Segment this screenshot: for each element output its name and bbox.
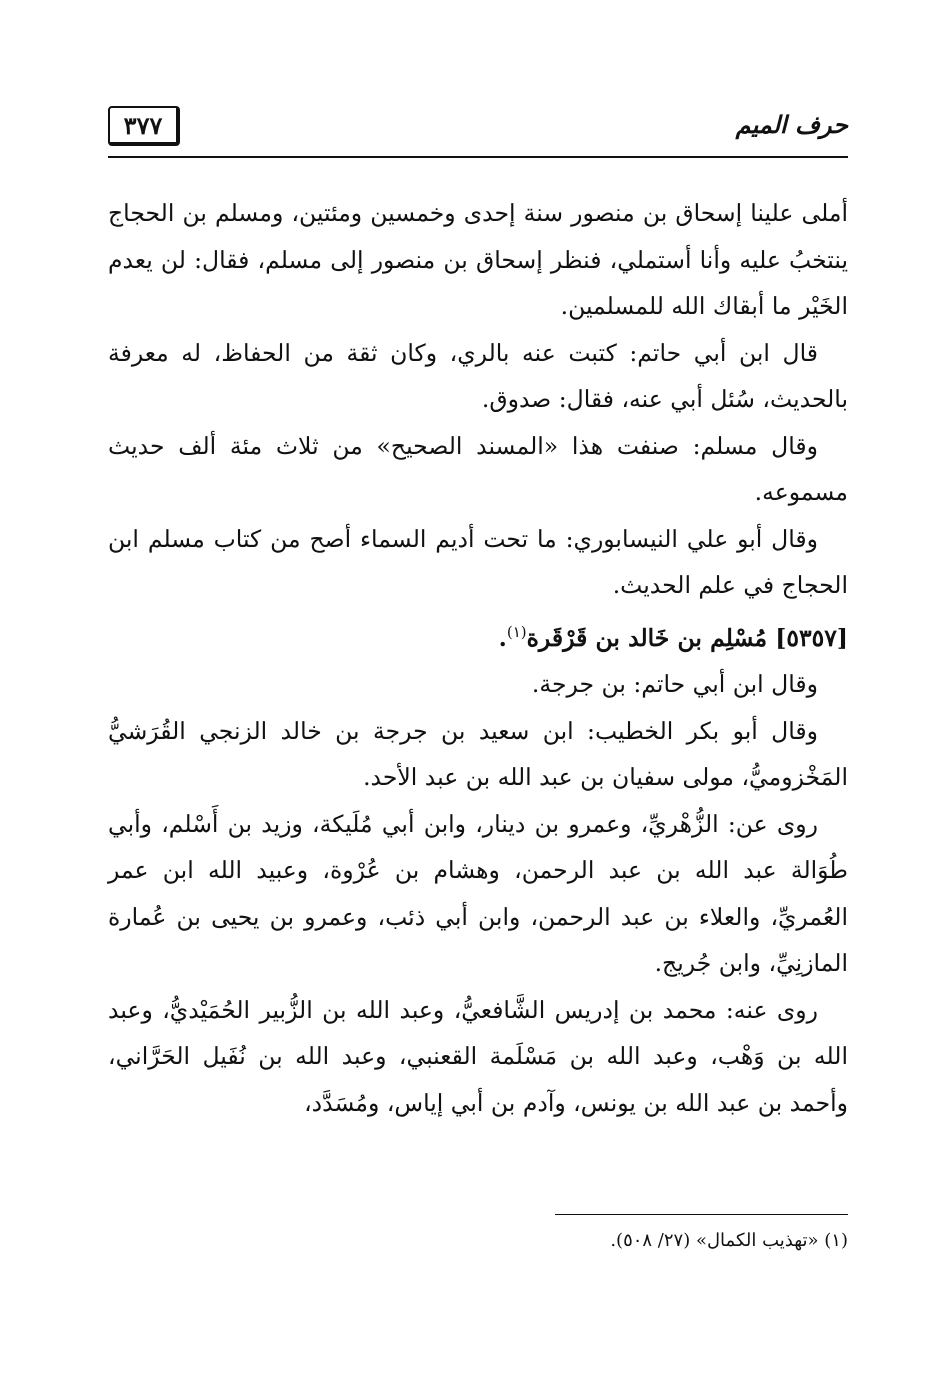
main-text (108, 190, 848, 1126)
entry-heading (108, 609, 848, 662)
page-header (108, 100, 848, 160)
page-number: ٣٧٧ (108, 106, 180, 146)
footnote: (١) «تهذيب الكمال» (٢٧/ ٥٠٨). (610, 1230, 848, 1251)
entry-number: [٥٣٥٧] (775, 623, 848, 652)
entry-end: . (498, 623, 507, 652)
paragraph: وقال أبو علي النيسابوري: ما تحت أديم السماء أصح من كتاب مسلم ابن الحجاج في علم الحديث. (108, 524, 848, 599)
footnote-marker: (١) (506, 622, 527, 641)
running-title: حرف الميم (735, 110, 848, 139)
paragraph: وقال مسلم: صنفت هذا «المسند الصحيح» من ثلاث مئة ألف حديث مسموعه. (108, 431, 848, 506)
header-rule (108, 156, 848, 158)
paragraph: وقال أبو بكر الخطيب: ابن سعيد بن جرجة بن خالد الزنجي القُرَشيُّ المَخْزوميُّ، مولى سفيان بن عبد الله بن عبد الأحد. (108, 716, 848, 791)
paragraph: أملى علينا إسحاق بن منصور سنة إحدى وخمسين ومئتين، ومسلم بن الحجاج ينتخبُ عليه وأنا أستملي، فنظر إسحاق بن منصور إلى مسلم، فقال: لن يعدم الخَيْر ما أبقاك الله للمسلمين. (108, 199, 848, 320)
entry-name: مُسْلِم بن خَالد بن قَرْقَرة (526, 623, 768, 652)
paragraph: روى عنه: محمد بن إدريس الشَّافعيُّ، وعبد الله بن الزُّبير الحُمَيْديُّ، وعبد الله بن وَهْب، وعبد الله بن مَسْلَمة القعنبي، وعبد الله بن نُفَيل الحَرَّاني، وأحمد بن عبد الله بن يونس، وآدم بن أبي إياس، ومُسَدَّد، (108, 995, 848, 1117)
paragraph: روى عن: الزُّهْريِّ، وعمرو بن دينار، وابن أبي مُلَيكة، وزيد بن أَسْلم، وأبي طُوَالة عبد الله بن عبد الرحمن، وهشام بن عُرْوة، وعبيد الله ابن عمر العُمريِّ، والعلاء بن عبد الرحمن، وابن أبي ذئب، وعمرو بن يحيى بن عُمارة المازنِيِّ، وابن جُريج. (108, 809, 848, 977)
footnote-rule (555, 1214, 848, 1215)
paragraph: قال ابن أبي حاتم: كتبت عنه بالري، وكان ثقة من الحفاظ، له معرفة بالحديث، سُئل أبي عنه، فقال: صدوق. (108, 338, 848, 413)
paragraph: وقال ابن أبي حاتم: بن جرجة. (531, 670, 818, 698)
